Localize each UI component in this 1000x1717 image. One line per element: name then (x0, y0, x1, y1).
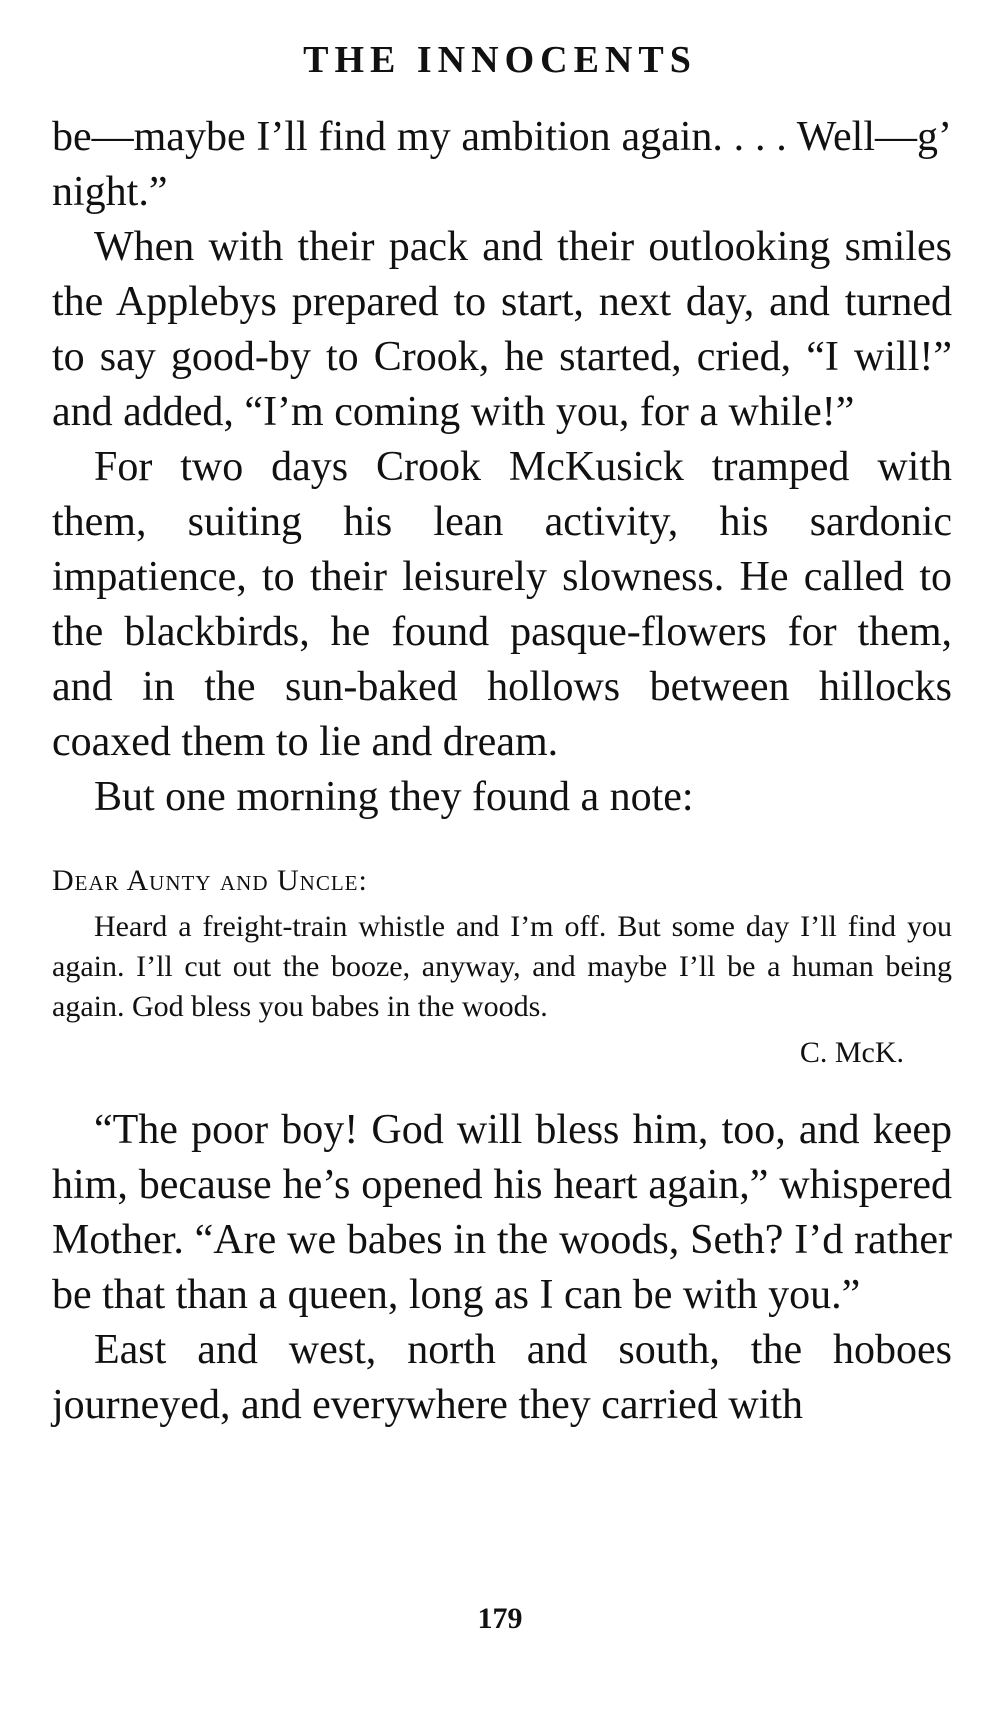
paragraph: East and west, north and south, the hoboes journeyed, and everywhere they carried with (52, 1327, 952, 1428)
paragraph-continuation: be—maybe I’ll find my ambition again. . . . Well—g’ night.” (52, 114, 952, 215)
running-head: THE INNOCENTS (303, 39, 697, 81)
paragraph: For two days Crook McKusick tramped with them, suiting his lean activity, his sardonic impatience, to their leisurely slowness. He called to the blackbirds, he found pasque-flowers for them, and in the sun-baked hollows between hillocks coaxed them to lie and dream. (52, 444, 952, 765)
paragraph: “The poor boy! God will bless him, too, and keep him, because he’s opened his heart again,” whispered Mother. “Are we babes in the woods, Seth? I’d rather be that than a queen, long as I can be with you.” (52, 1107, 952, 1318)
letter-salutation: Dear Aunty and Uncle: (52, 864, 368, 897)
page-number: 179 (477, 1602, 523, 1635)
letter-signature: C. McK. (799, 1036, 904, 1069)
letter-body: Heard a freight-train whistle and I’m off. But some day I’ll find you again. I’ll cut out the booze, anyway, and maybe I’ll be a human being again. God bless you babes in the woods. (52, 910, 952, 1023)
paragraph: But one morning they found a note: (94, 774, 694, 820)
paragraph: When with their pack and their outlooking smiles the Applebys prepared to start, next day, and turned to say good-by to Crook, he started, cried, “I will!” and added, “I’m coming with you, for a while!” (52, 224, 952, 435)
body-text (52, 110, 952, 1433)
